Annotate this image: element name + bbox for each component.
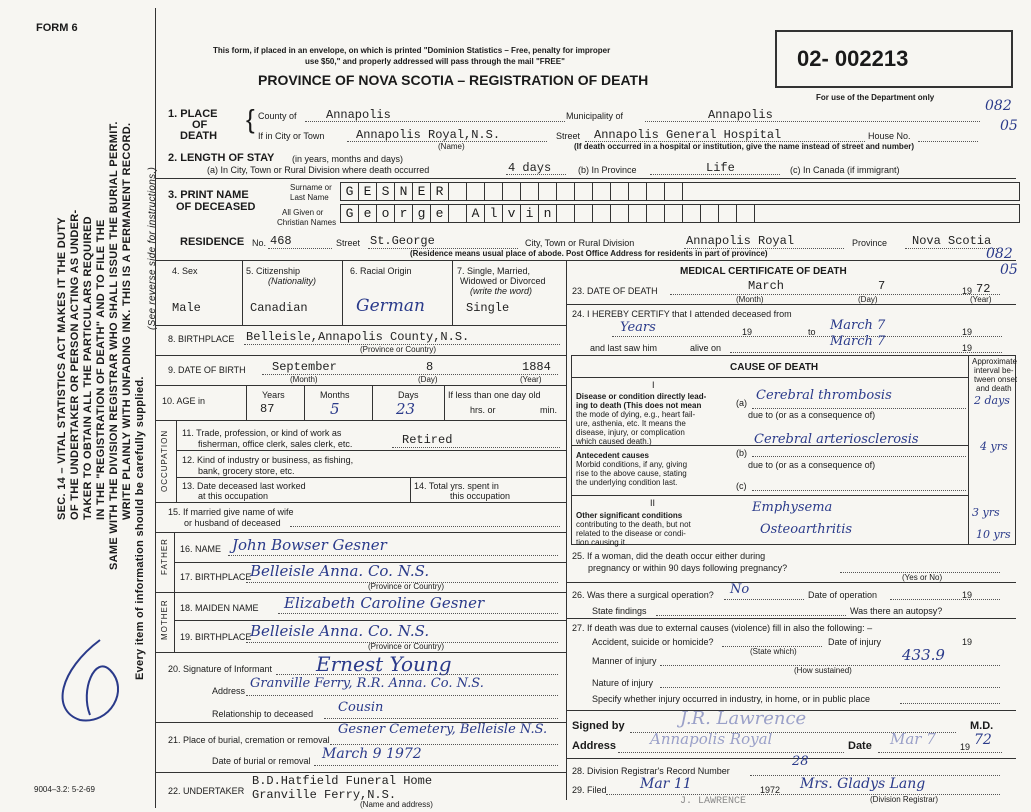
envelope-note: This form, if placed in an envelope, on which is printed "Dominion Statistics – Free, penalty for improper — [213, 46, 611, 55]
given-name-letter-cell: v — [503, 205, 521, 222]
burial-date: March 9 1972 — [322, 746, 422, 762]
side-text-7: Every item of information should be carefully supplied. — [134, 376, 146, 680]
physician-signature: J.R. Lawrence — [680, 708, 807, 729]
surname-letter-cell — [485, 183, 503, 200]
given-name-letter-cell: A — [467, 205, 485, 222]
stay-city-value: 4 days — [508, 161, 552, 175]
city-value: Annapolis Royal,N.S. — [356, 128, 501, 142]
age-months: 5 — [330, 400, 340, 418]
attended-to: March 7 — [830, 318, 886, 333]
given-name-letter-cell — [629, 205, 647, 222]
marital-value: Single — [466, 301, 510, 315]
stay-province-value: Life — [706, 161, 735, 175]
given-name-letter-cell — [557, 205, 575, 222]
surname-cells — [340, 182, 1020, 201]
given-name-letter-cell — [665, 205, 683, 222]
side-scribble — [40, 630, 150, 730]
other-condition-1-interval: 3 yrs — [972, 506, 1000, 519]
surname-letter-cell: G — [341, 183, 359, 200]
given-name-letter-cell: l — [485, 205, 503, 222]
surname-letter-cell — [665, 183, 683, 200]
age-years: 87 — [260, 402, 275, 416]
birthplace-value: Belleisle,Annapolis County,N.S. — [246, 330, 470, 344]
dob-day: 8 — [426, 360, 434, 374]
surname-letter-cell: N — [395, 183, 413, 200]
stay-label: 2. LENGTH OF STAY — [168, 152, 275, 164]
sex-value: Male — [172, 301, 201, 315]
side-text-2: OF THE UNDERTAKER OR PERSON ACTING AS UNDER- — [69, 209, 81, 520]
cause-b: Cerebral arteriosclerosis — [754, 432, 919, 447]
surname-letter-cell: E — [413, 183, 431, 200]
surname-letter-cell — [521, 183, 539, 200]
given-name-letter-cell: n — [539, 205, 557, 222]
surname-letter-cell: E — [359, 183, 377, 200]
citizenship-value: Canadian — [250, 301, 308, 315]
mother-birthplace: Belleisle Anna. Co. N.S. — [250, 622, 430, 640]
dept-code-4: 05 — [1000, 262, 1018, 278]
dod-year: 72 — [976, 282, 991, 296]
surname-letter-cell — [629, 183, 647, 200]
physician-address: Annapolis Royal — [650, 730, 773, 748]
county-value: Annapolis — [326, 108, 391, 122]
burial-place: Gesner Cemetery, Belleisle N.S. — [338, 722, 548, 737]
dept-use-label: For use of the Department only — [816, 93, 935, 102]
undertaker-name: B.D.Hatfield Funeral Home — [252, 774, 433, 788]
side-text-3: TAKER TO OBTAIN ALL THE PARTICULARS REQUIRED — [82, 216, 94, 520]
dob-month: September — [272, 360, 337, 374]
given-name-letter-cell: G — [341, 205, 359, 222]
place-label: 1. PLACE — [168, 108, 218, 120]
surname-letter-cell — [557, 183, 575, 200]
side-text-4: IN THE "REGISTRATION OF DEATH" AND TO FILE THE — [95, 219, 107, 520]
given-name-letter-cell — [575, 205, 593, 222]
age-days: 23 — [396, 400, 416, 418]
informant-relationship: Cousin — [338, 700, 384, 715]
informant-signature: Ernest Young — [316, 652, 452, 676]
registration-number-box — [775, 30, 1013, 88]
form-number: FORM 6 — [36, 22, 78, 34]
dob-year: 1884 — [522, 360, 551, 374]
surname-letter-cell — [467, 183, 485, 200]
dept-code-1: 082 — [985, 98, 1012, 114]
other-condition-2: Osteoarthritis — [760, 522, 853, 537]
father-name: John Bowser Gesner — [232, 536, 387, 554]
street-value: Annapolis General Hospital — [594, 128, 782, 142]
given-name-letter-cell — [719, 205, 737, 222]
given-name-letter-cell: g — [413, 205, 431, 222]
surname-letter-cell — [449, 183, 467, 200]
dod-day: 7 — [878, 279, 886, 293]
dept-code-2: 05 — [1000, 118, 1018, 134]
medical-heading: MEDICAL CERTIFICATE OF DEATH — [680, 266, 847, 277]
signature-date: Mar 7 — [890, 730, 936, 748]
registrar-signature: Mrs. Gladys Lang — [800, 776, 926, 792]
last-saw-date: March 7 — [830, 334, 886, 349]
name-label: 3. PRINT NAME — [168, 189, 249, 201]
given-name-letter-cell: o — [377, 205, 395, 222]
surname-letter-cell — [611, 183, 629, 200]
given-name-letter-cell: i — [521, 205, 539, 222]
signature-year: 72 — [974, 732, 992, 748]
given-name-letter-cell — [611, 205, 629, 222]
surname-letter-cell — [503, 183, 521, 200]
cause-a-interval: 2 days — [974, 394, 1010, 407]
occupation-value: Retired — [402, 433, 453, 447]
side-text-1: SEC. 14 – VITAL STATISTICS ACT MAKES IT THE DUTY — [56, 217, 68, 520]
side-text-8: (See reverse side for instructions.) — [147, 166, 158, 330]
surname-letter-cell: R — [431, 183, 449, 200]
informant-address: Granville Ferry, R.R. Anna. Co. N.S. — [250, 676, 484, 691]
surname-letter-cell — [593, 183, 611, 200]
dod-month: March — [748, 279, 785, 293]
record-number: 28 — [792, 754, 809, 769]
other-condition-2-interval: 10 yrs — [976, 528, 1011, 541]
given-name-letter-cell — [647, 205, 665, 222]
other-condition-1: Emphysema — [752, 500, 833, 515]
given-name-letter-cell — [701, 205, 719, 222]
father-birthplace: Belleisle Anna. Co. N.S. — [250, 562, 430, 580]
given-name-letter-cell — [683, 205, 701, 222]
cause-code: 433.9 — [902, 646, 945, 664]
undertaker-address: Granville Ferry,N.S. — [252, 788, 397, 802]
residence-no: 468 — [270, 234, 292, 248]
side-text-5: SAME WITH THE DIVISION REGISTRAR WHO SHALL ISSUE THE BURIAL PERMIT. — [108, 121, 120, 570]
surname-letter-cell — [539, 183, 557, 200]
given-name-letter-cell — [449, 205, 467, 222]
surname-letter-cell: S — [377, 183, 395, 200]
given-name-letter-cell — [737, 205, 755, 222]
registration-number: 02- 002213 — [797, 46, 909, 71]
residence-province: Nova Scotia — [912, 234, 992, 248]
racial-origin-value: German — [356, 296, 425, 316]
residence-city: Annapolis Royal — [686, 234, 795, 248]
filed-date: Mar 11 — [640, 776, 692, 792]
attended-from: Years — [620, 320, 656, 335]
cause-a: Cerebral thrombosis — [756, 388, 892, 403]
surgery-value: No — [730, 582, 750, 597]
given-name-letter-cell: e — [431, 205, 449, 222]
form-title: PROVINCE OF NOVA SCOTIA – REGISTRATION OF DEATH — [258, 72, 649, 88]
municipality-value: Annapolis — [708, 108, 773, 122]
residence-street: St.George — [370, 234, 435, 248]
dept-code-3: 082 — [986, 246, 1013, 262]
given-name-letter-cell: r — [395, 205, 413, 222]
side-text-6: WRITE PLAINLY WITH UNFADING INK. THIS IS A PERMANENT RECORD. — [121, 122, 133, 520]
given-name-letter-cell: e — [359, 205, 377, 222]
footer-code: 9004–3.2: 5-2-69 — [34, 785, 95, 794]
mother-maiden-name: Elizabeth Caroline Gesner — [284, 594, 485, 612]
surname-letter-cell — [647, 183, 665, 200]
residence-label: RESIDENCE — [180, 236, 245, 248]
surname-letter-cell — [575, 183, 593, 200]
envelope-note-2: use $50," and properly addressed will pass through the mail "FREE" — [305, 57, 565, 66]
stamp-text: J. LAWRENCE — [680, 796, 747, 807]
given-cells — [340, 204, 1020, 223]
given-name-letter-cell — [593, 205, 611, 222]
cause-b-interval: 4 yrs — [980, 440, 1008, 453]
